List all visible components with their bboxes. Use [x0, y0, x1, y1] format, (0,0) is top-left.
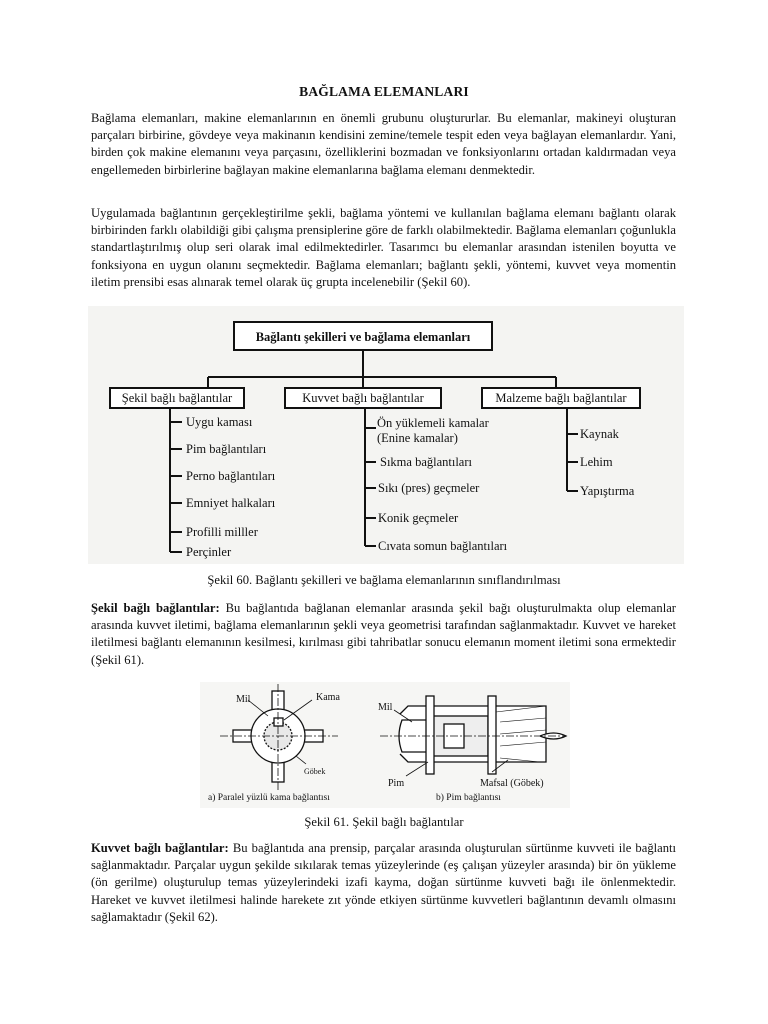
malzeme-item: Kaynak	[580, 427, 619, 441]
label-mil-a: Mil	[236, 694, 251, 705]
label-mil-b: Mil	[378, 702, 393, 713]
figure60-caption: Şekil 60. Bağlantı şekilleri ve bağlama elemanlarının sınıflandırılması	[207, 573, 561, 587]
kuvvet-item: Konik geçmeler	[378, 511, 459, 525]
kuvvet-item: (Enine kamalar)	[377, 431, 458, 445]
paragraph-intro: Bağlama elemanları, makine elemanlarının en önemli grubunu oluştururlar. Bu elemanlar, makineyi oluşturan parçaları birbirine, gövdeye veya makinanın kendisini zemine/temele tespit eden veya bağlayan elemanlardır. Yani, birden çok makine elemanını veya parçasını, özelliklerini bozmadan ve fonksiyonlarını ortadan kaldırmadan veya engellemeden birbirlerine bağlayan makine elemanlarına bağlama elemanı denmektedir.	[91, 111, 676, 177]
classification-diagram	[88, 306, 684, 564]
paragraph-classification: Uygulamada bağlantının gerçekleştirilme şekli, bağlama yöntemi ve kullanılan bağlama elemanı bağlantı olarak birbirinden farklı olabildiği gibi çalışma prensiplerine göre de farklı olabilmektedir. Bağlama elemanları çoğunlukla standartlaştırılmış olup seri olarak imal edilmektedirler. Tasarımcı bu elemanlar arasından istenilen boyutta ve fonksiyona en uygun olanını seçmektedir. Bağlama elemanları; bağlantı şekli, yöntemi, kuvvet veya momentin iletim prensibi esas alınarak temel olarak üç grupta incelenebilir (Şekil 60).	[91, 206, 676, 289]
group-title-sekil: Şekil bağlı bağlantılar	[121, 391, 233, 405]
group-title-kuvvet: Kuvvet bağlı bağlantılar	[302, 391, 424, 405]
malzeme-item: Yapıştırma	[580, 484, 635, 498]
term-kuvvet-bagli: Kuvvet bağlı bağlantılar:	[91, 841, 229, 855]
caption-a: a) Paralel yüzlü kama bağlantısı	[208, 793, 330, 803]
page-title: BAĞLAMA ELEMANLARI	[299, 84, 469, 99]
kuvvet-item: Cıvata somun bağlantıları	[378, 539, 508, 553]
kuvvet-item: Sıkı (pres) geçmeler	[378, 481, 480, 495]
term-sekil-bagli: Şekil bağlı bağlantılar:	[91, 601, 220, 615]
malzeme-item: Lehim	[580, 455, 613, 469]
group-title-malzeme: Malzeme bağlı bağlantılar	[495, 391, 627, 405]
paragraph-kuvvet-bagli	[91, 840, 676, 926]
kuvvet-item: Ön yüklemeli kamalar	[377, 416, 489, 430]
label-pim: Pim	[388, 778, 405, 789]
paragraph-sekil-bagli-text: Bu bağlantıda bağlanan elemanlar arasında şekil bağı oluşturulmakta olup elemanlar arasında kuvvet iletimi, bağlama elemanlarının şekli veya geometrisi tarafından sağlanmaktadır. Kuvvet ve hareket iletilmesi bağlantı elemanının kesilmesi, kırılması gibi tahribatlar sonucu elemanın moment iletimi sona ermektedir (Şekil 61).	[91, 601, 676, 667]
sekil-item: Perno bağlantıları	[186, 469, 276, 483]
sekil-item: Uygu kaması	[186, 415, 253, 429]
sekil-item: Profilli milller	[186, 525, 258, 539]
sekil-item: Pim bağlantıları	[186, 442, 267, 456]
sekil-item: Emniyet halkaları	[186, 496, 276, 510]
root-node-label: Bağlantı şekilleri ve bağlama elemanları	[255, 330, 471, 344]
caption-b: b) Pim bağlantısı	[436, 793, 501, 803]
shape-bonded-figure	[200, 682, 570, 808]
label-gobek: Göbek	[304, 767, 326, 776]
paragraph-kuvvet-bagli-text: Bu bağlantıda ana prensip, parçalar arasında oluşturulan sürtünme kuvveti ile bağlantı sağlanmaktadır. Parçalar uygun şekilde sıkılarak temas yüzeylerinde (eş çalışan yüzeyler arasında) bir ön yükleme (ön gerilme) oluşturulup temas yüzeylerindeki izafi kayma, doğan sürtünme kuvveti bağı ile önlenmektedir. Hareket ve kuvvet iletilmesi halinde harekete zıt yönde etkiyen sürtünme kuvvetleri bağlantının devamlı olmasını sağlamaktadır (Şekil 62).	[91, 841, 676, 924]
label-mafsal: Mafsal (Göbek)	[480, 778, 544, 789]
sekil-item: Perçinler	[186, 545, 232, 559]
paragraph-sekil-bagli	[91, 600, 676, 669]
kuvvet-item: Sıkma bağlantıları	[380, 455, 472, 469]
label-kama: Kama	[316, 692, 340, 703]
figure61-caption: Şekil 61. Şekil bağlı bağlantılar	[304, 815, 464, 829]
